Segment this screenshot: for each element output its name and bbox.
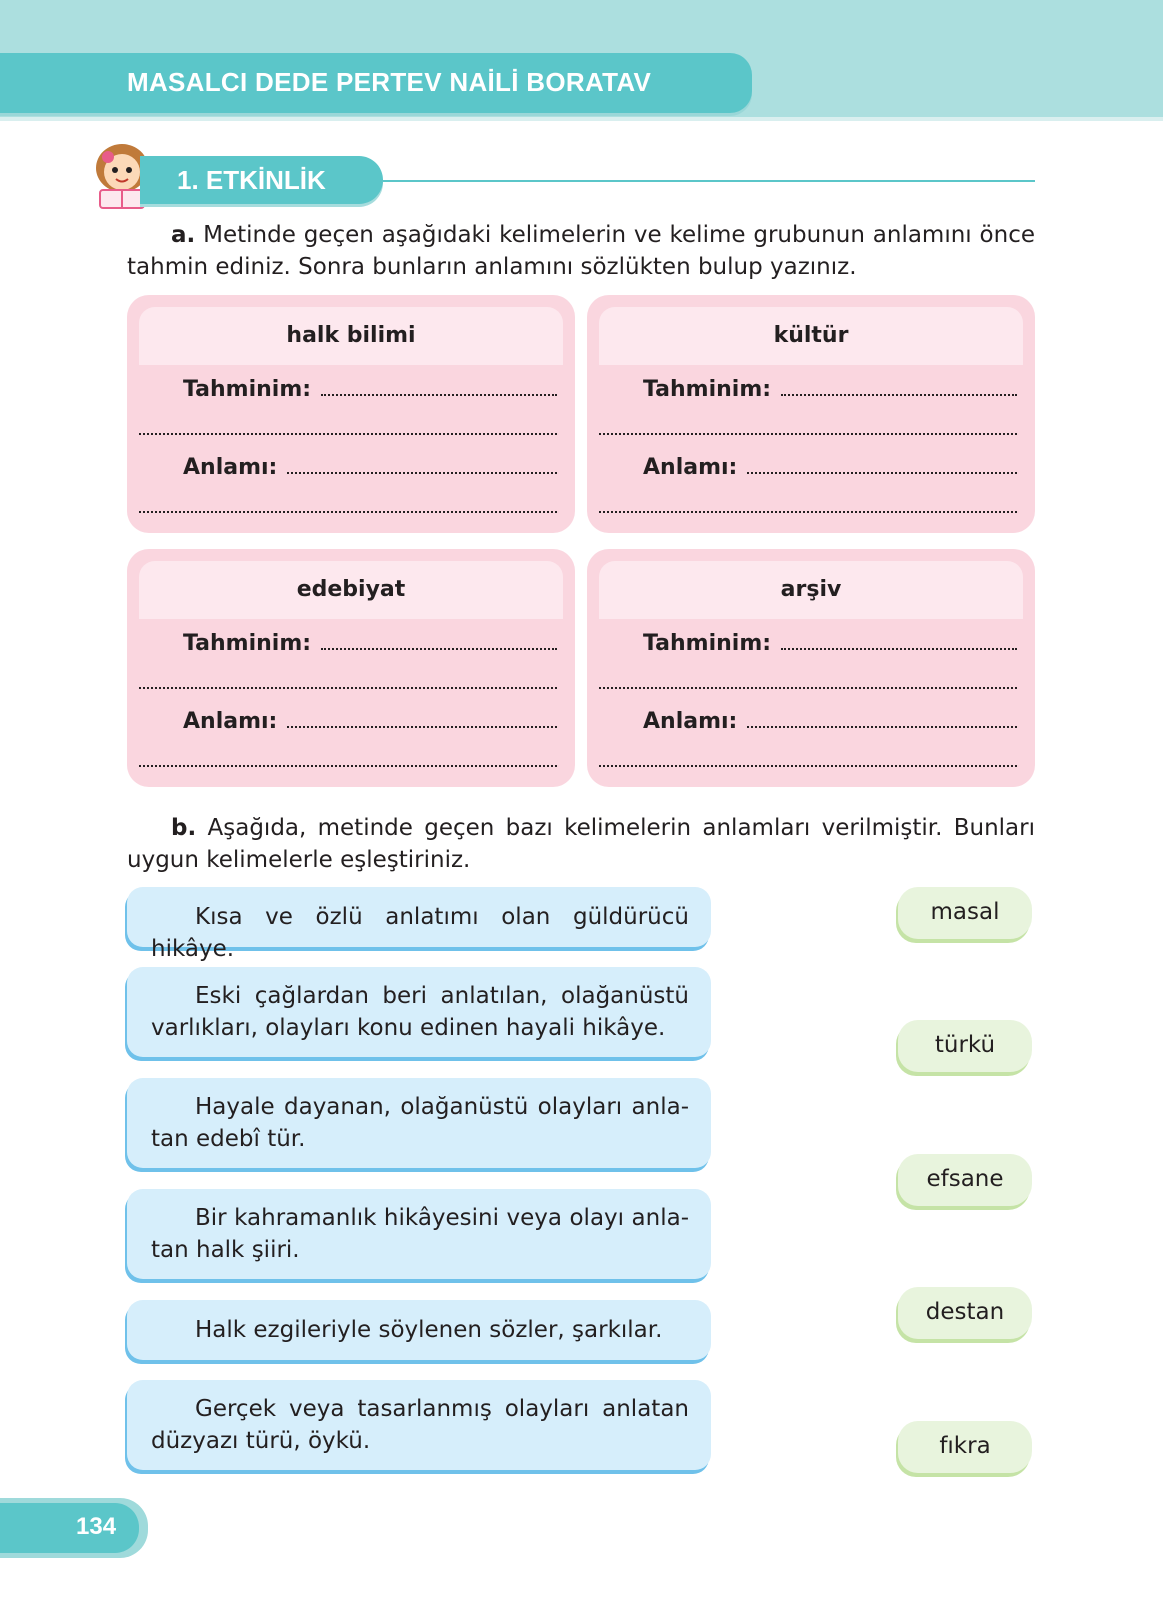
term-card (587, 295, 1035, 533)
part-b-text: Aşağıda, metinde geçen bazı kelimelerin anlamları verilmiştir. Bunları uygun kelimelerle eşleştiriniz. (127, 815, 1035, 873)
guess-blank[interactable] (321, 378, 557, 396)
guess-row[interactable] (183, 631, 557, 656)
guess-row[interactable] (643, 377, 1017, 402)
definition-box[interactable] (127, 1300, 711, 1360)
guess-label: Tahminim: (183, 631, 312, 656)
definition-text: Hayale dayanan, olağanüstü olayları anla-tan edebî tür. (151, 1094, 689, 1152)
part-a-label: a. (171, 222, 196, 248)
guess-row[interactable] (183, 377, 557, 402)
definition-box[interactable] (127, 1380, 711, 1470)
definition-text: Halk ezgileriyle söylenen sözler, şarkılar. (195, 1317, 663, 1343)
definition-box[interactable] (127, 967, 711, 1057)
guess-blank[interactable] (781, 378, 1017, 396)
meaning-row[interactable] (183, 709, 557, 734)
header-divider (0, 117, 1163, 121)
meaning-label: Anlamı: (183, 455, 278, 480)
word-chip-fikra[interactable]: fıkra (898, 1421, 1032, 1473)
part-a-instructions (127, 219, 1035, 283)
definition-box[interactable] (127, 1189, 711, 1279)
word-chip-turku[interactable]: türkü (898, 1020, 1032, 1072)
activity-rule (383, 180, 1035, 182)
meaning-blank[interactable] (747, 456, 1017, 474)
guess-row[interactable] (643, 631, 1017, 656)
card-term: edebiyat (296, 577, 406, 602)
meaning-blank[interactable] (287, 456, 557, 474)
definition-text: Kısa ve özlü anlatımı olan güldürücü hikâye. (151, 904, 689, 962)
guess-blank-line[interactable] (599, 431, 1017, 435)
definition-box[interactable] (127, 887, 711, 962)
page-number: 134 (76, 1513, 117, 1540)
card-term: halk bilimi (286, 323, 416, 348)
term-card (127, 295, 575, 533)
guess-label: Tahminim: (643, 377, 772, 402)
meaning-row[interactable] (643, 455, 1017, 480)
guess-blank-line[interactable] (599, 685, 1017, 689)
definition-text: Gerçek veya tasarlanmış olayları anlatan düzyazı türü, öykü. (151, 1396, 689, 1454)
meaning-row[interactable] (183, 455, 557, 480)
card-term: arşiv (780, 577, 842, 602)
page-tab-inner (0, 1503, 139, 1553)
meaning-label: Anlamı: (183, 709, 278, 734)
meaning-blank-line[interactable] (599, 509, 1017, 513)
definition-text: Eski çağlardan beri anlatılan, olağanüstü varlıkları, olayları konu edinen hayali hikâye. (151, 983, 689, 1041)
term-card (127, 549, 575, 787)
page-title: MASALCI DEDE PERTEV NAİLİ BORATAV (127, 67, 652, 97)
guess-blank-line[interactable] (139, 685, 557, 689)
word-chip-efsane[interactable]: efsane (898, 1154, 1032, 1206)
word-chip-masal[interactable]: masal (898, 887, 1032, 939)
definition-box[interactable] (127, 1078, 711, 1168)
guess-blank[interactable] (781, 632, 1017, 650)
guess-label: Tahminim: (183, 377, 312, 402)
part-b-label: b. (171, 815, 197, 841)
meaning-blank-line[interactable] (139, 763, 557, 767)
meaning-blank-line[interactable] (599, 763, 1017, 767)
meaning-label: Anlamı: (643, 455, 738, 480)
guess-blank-line[interactable] (139, 431, 557, 435)
part-b-instructions (127, 812, 1035, 876)
activity-title: 1. ETKİNLİK (177, 165, 326, 195)
meaning-label: Anlamı: (643, 709, 738, 734)
card-term: kültür (773, 323, 849, 348)
guess-label: Tahminim: (643, 631, 772, 656)
term-card (587, 549, 1035, 787)
meaning-blank-line[interactable] (139, 509, 557, 513)
guess-blank[interactable] (321, 632, 557, 650)
word-chip-destan[interactable]: destan (898, 1287, 1032, 1339)
part-a-text: Metinde geçen aşağıdaki kelimelerin ve kelime grubunun anlamını önce tahmin ediniz. Sonra bunların anlamını sözlükten bulup yazınız. (127, 222, 1035, 280)
meaning-blank[interactable] (747, 710, 1017, 728)
definition-text: Bir kahramanlık hikâyesini veya olayı anla-tan halk şiiri. (151, 1205, 689, 1263)
meaning-row[interactable] (643, 709, 1017, 734)
meaning-blank[interactable] (287, 710, 557, 728)
